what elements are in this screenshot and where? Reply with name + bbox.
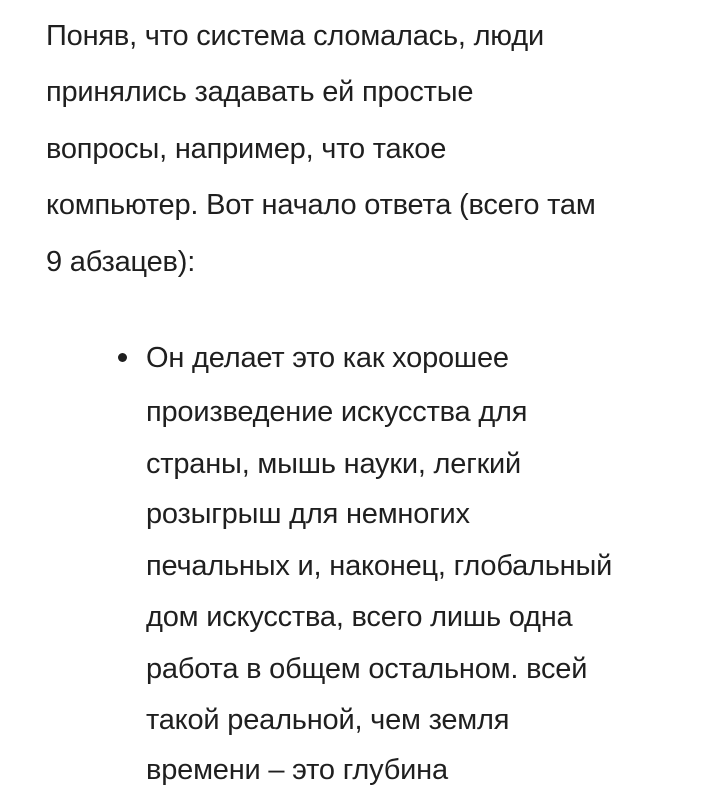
list-item-line: печальных и, наконец, глобальный (146, 550, 613, 582)
paragraph-line: 9 абзацев): (46, 246, 196, 278)
bullet-icon (118, 353, 127, 362)
list-item-line: Он делает это как хорошее (146, 342, 509, 374)
list-item-line: работа в общем остальном. всей (146, 653, 588, 685)
list-item-line: произведение искусства для (146, 396, 528, 428)
paragraph-line: компьютер. Вот начало ответа (всего там (46, 189, 596, 221)
list-item-line: времени – это глубина (146, 754, 448, 786)
list-item-line: дом искусства, всего лишь одна (146, 601, 573, 633)
paragraph-line: Поняв, что система сломалась, люди (46, 20, 544, 52)
list-item-line: розыгрыш для немногих (146, 498, 470, 530)
paragraph-line: вопросы, например, что такое (46, 133, 447, 165)
paragraph-line: принялись задавать ей простые (46, 76, 474, 108)
list-item-line: такой реальной, чем земля (146, 704, 510, 736)
list-item-line: страны, мышь науки, легкий (146, 448, 522, 480)
